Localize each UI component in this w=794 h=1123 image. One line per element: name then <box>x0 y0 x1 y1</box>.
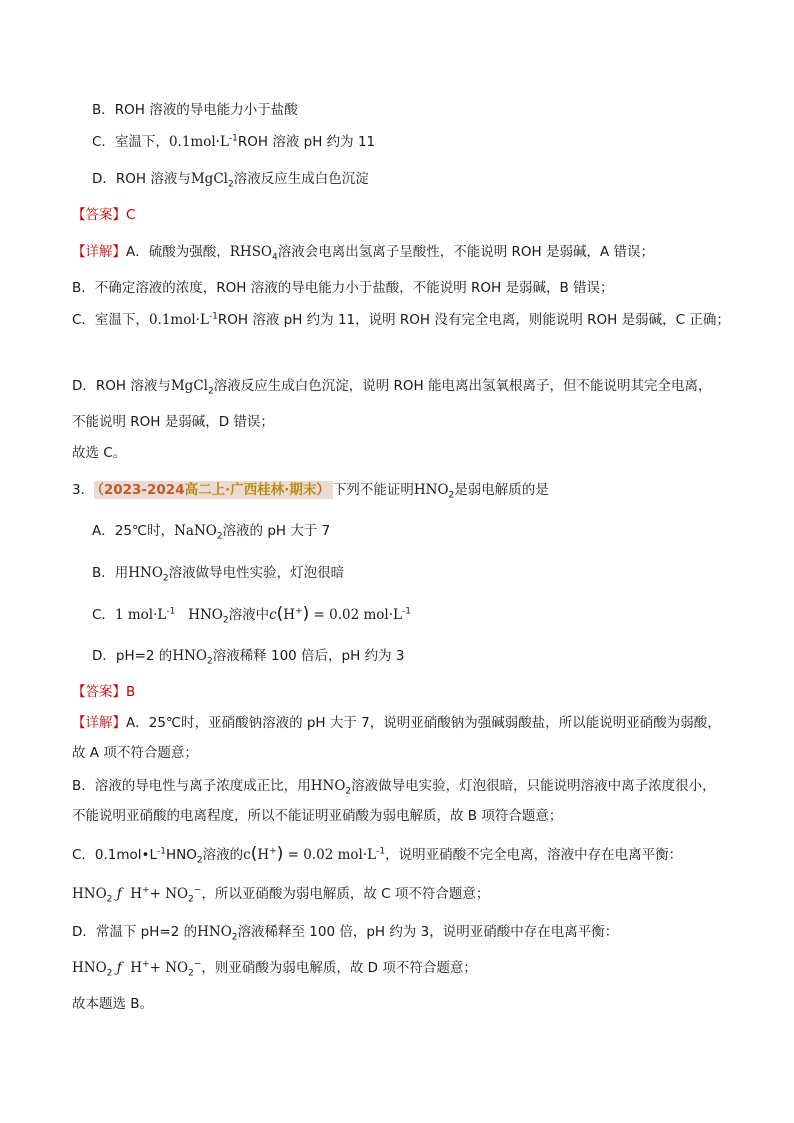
source-tag: （2023-2024高二上·广西桂林·期末） <box>94 481 333 499</box>
q2-answer <box>72 205 135 225</box>
answer-value: C <box>126 207 136 223</box>
equilibrium-arrow: ƒ <box>116 960 122 976</box>
q3-option-a: A．25℃时，NaNO$_2$溶液的 pH 大于 7 <box>92 523 331 542</box>
q2-detail-d-line2: 不能说明 ROH 是弱碱，D 错误； <box>72 414 274 430</box>
q2-option-c: C．室温下，$0.1mol\cdot L^{-1}ROH$ 溶液 pH 约为 11 <box>92 133 376 150</box>
q3-detail-d-line1: D．常温下 pH=2 的$HNO_2$溶液稀释至 100 倍，pH 约为 3，说明亚硝酸中存在电离平衡： <box>72 924 619 943</box>
answer-label: 【答案】 <box>72 207 126 223</box>
q3-detail-a-line2: 故 A 项不符合题意； <box>72 745 198 761</box>
q2-option-d: D．ROH 溶液与MgCl$_2$溶液反应生成白色沉淀 <box>92 171 369 190</box>
q2-detail-d-line1: D．ROH 溶液与MgCl$_2$溶液反应生成白色沉淀，说明 ROH 能电离出氢氧根离子，但不能说明其完全电离， <box>72 378 712 397</box>
q3-detail-b-line2: 不能说明亚硝酸的电离程度，所以不能证明亚硝酸为弱电解质，故 B 项符合题意； <box>72 808 563 824</box>
q3-detail-c-line2: $HNO_2$ ƒ $H^++ NO_2^-$，所以亚硝酸为弱电解质，故 C 项不符合题意； <box>72 885 490 905</box>
q2-detail-b: B．不确定溶液的浓度，ROH 溶液的导电能力小于盐酸，不能说明 ROH 是弱碱，B 错误； <box>72 280 614 296</box>
q3-detail-b-line1: B．溶液的导电性与离子浓度成正比，用$HNO_2$溶液做导电实验，灯泡很暗，只能说明溶液中离子浓度很小， <box>72 778 716 797</box>
q3-conclusion: 故本题选 B。 <box>72 996 154 1012</box>
q3-stem: 3． （2023-2024高二上·广西桂林·期末） 下列不能证明$HNO_2$是弱电解质的是 <box>72 482 549 501</box>
answer-label: 【答案】 <box>72 684 126 700</box>
q3-option-c: C．1 $mol\cdot L^{-1}$ $HNO_2$溶液中c(H+) = 0.02 $mol\cdot L^{-1}$ <box>92 604 411 626</box>
answer-value: B <box>126 684 136 700</box>
q3-answer <box>72 682 135 702</box>
q3-option-b: B．用$HNO_2$溶液做导电性实验，灯泡很暗 <box>92 565 345 584</box>
question-number: 3． <box>72 482 95 498</box>
q2-detail-a: 【详解】A．硫酸为强酸，$RHSO_4$溶液会电离出氢离子呈酸性，不能说明 ROH 是弱碱，A 错误； <box>72 244 655 263</box>
q2-conclusion: 故选 C。 <box>72 445 127 461</box>
equilibrium-arrow: ƒ <box>116 886 122 902</box>
q2-detail-c: C．室温下，$0.1mol\cdot L^{-1}ROH$ 溶液 pH 约为 11，说明 ROH 没有完全电离，则能说明 ROH 是弱碱，C 正确； <box>72 311 730 328</box>
detail-label: 【详解】 <box>72 715 126 731</box>
detail-label: 【详解】 <box>72 244 126 260</box>
q3-detail-c-line1: C．$0.1mol•L^{-1}HNO_2$溶液的c(H+) = 0.02 $mol\cdot L^{-1}$，说明亚硝酸不完全电离，溶液中存在电离平衡： <box>72 844 683 866</box>
q3-detail-d-line2: $HNO_2$ ƒ $H^++ NO_2^-$，则亚硝酸为弱电解质，故 D 项不符合题意； <box>72 959 477 979</box>
q2-option-b: B．ROH 溶液的导电能力小于盐酸 <box>92 102 298 118</box>
q3-option-d: D．pH=2 的$HNO_2$溶液稀释 100 倍后，pH 约为 3 <box>92 648 405 667</box>
q3-detail-a-line1: 【详解】A．25℃时，亚硝酸钠溶液的 pH 大于 7，说明亚硝酸钠为强碱弱酸盐，所以能说明亚硝酸为弱酸， <box>72 715 721 731</box>
